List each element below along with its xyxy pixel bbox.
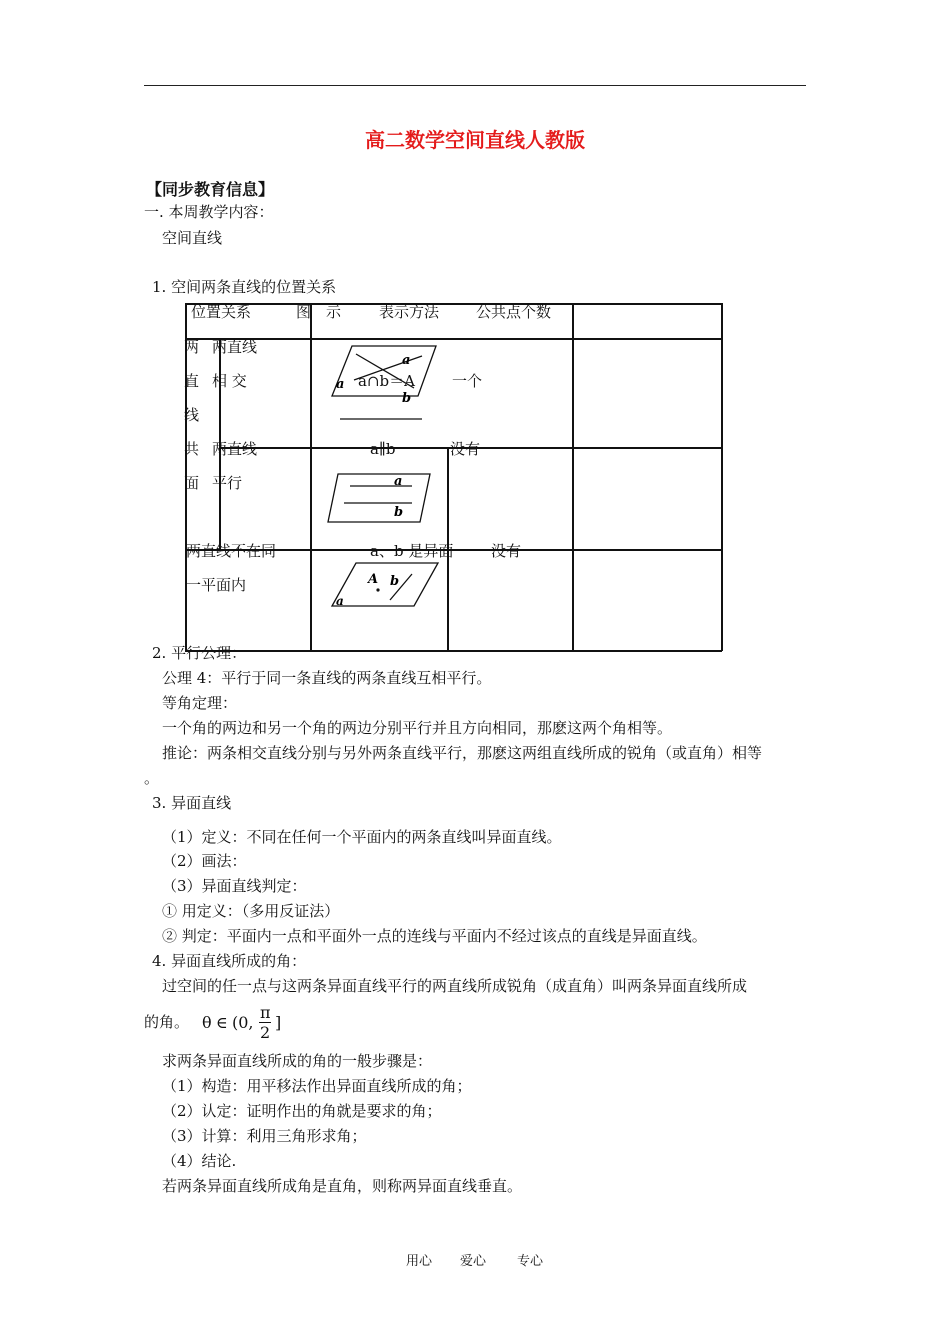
fig3-label-A: A [368, 572, 379, 587]
p4-steps-intro: 求两条异面直线所成的角的一般步骤是： [162, 1052, 433, 1070]
p3-criteria: （3）异面直线判定： [162, 877, 307, 895]
p3-definition: （1）定义：不同在任何一个平面内的两条直线叫异面直线。 [162, 828, 562, 846]
fig1-label-b: b [402, 391, 412, 406]
formula-open: (0, [232, 1013, 254, 1032]
header-relation: 位置关系 [191, 303, 252, 321]
row3-notation: a、b 是异面 [370, 542, 454, 560]
row3-relation-line2: 一平面内 [186, 576, 247, 594]
p4-step-2: （2）认定：证明作出的角就是要求的角； [162, 1102, 442, 1120]
p4-step-4: （4）结论. [162, 1152, 237, 1170]
p4-step-1: （1）构造：用平移法作出异面直线所成的角； [162, 1077, 472, 1095]
s1-heading: 一. 本周教学内容： [144, 203, 274, 221]
page-title: 高二数学空间直线人教版 [365, 128, 585, 152]
p1-heading: 1. 空间两条直线的位置关系 [152, 278, 337, 296]
p2-corollary: 推论：两条相交直线分别与另外两条直线平行，那麽这两组直线所成的锐角（或直角）相等 [162, 744, 763, 762]
coplanar-char-2: 直 [184, 372, 200, 390]
fig1-label-a-line: a [402, 353, 411, 368]
parallel-lines-figure [322, 470, 442, 528]
formula-close: ] [275, 1013, 282, 1032]
formula-two: 2 [260, 1023, 271, 1042]
header-rule [144, 85, 806, 86]
fig2-label-a: a [394, 474, 403, 489]
section-header: 【同步教育信息】 [146, 180, 275, 199]
formula-in: ∈ [216, 1013, 228, 1032]
row2-points: 没有 [450, 440, 481, 458]
coplanar-char-5: 面 [184, 474, 200, 492]
row1-relation-line1: 两直线 [212, 338, 258, 356]
p2-axiom: 公理 4：平行于同一条直线的两条直线互相平行。 [162, 669, 492, 687]
footer-word-2: 爱心 [460, 1254, 487, 1269]
formula-theta: θ [202, 1013, 212, 1032]
row3-points: 没有 [491, 542, 522, 560]
row2-notation: a∥b [370, 440, 396, 458]
skew-lines-figure [326, 556, 446, 616]
formula-pi: π [260, 1003, 271, 1022]
header-figure: 图 示 [296, 303, 342, 321]
p2-equal-angle-title: 等角定理： [162, 694, 238, 712]
fig3-label-b: b [390, 574, 400, 589]
intersecting-lines-figure [318, 340, 448, 430]
p4-heading: 4. 异面直线所成的角： [152, 952, 307, 970]
coplanar-char-4: 共 [184, 440, 200, 458]
fig2-label-b: b [394, 505, 404, 520]
footer-word-3: 专心 [517, 1254, 544, 1269]
row2-relation-line2: 平行 [212, 474, 243, 492]
p4-step-3: （3）计算：利用三角形求角； [162, 1127, 367, 1145]
footer-word-1: 用心 [406, 1254, 433, 1269]
p3-criteria-1: ① 用定义：（多用反证法） [162, 902, 340, 920]
s1-body: 空间直线 [162, 229, 223, 247]
row1-notation: a∩b＝A [358, 372, 415, 390]
p4-line1: 过空间的任一点与这两条异面直线平行的两直线所成锐角（成直角）叫两条异面直线所成 [162, 977, 748, 995]
row1-points: 一个 [452, 372, 483, 390]
coplanar-char-3: 线 [184, 406, 200, 424]
p4-perpendicular-note: 若两条异面直线所成角是直角，则称两异面直线垂直。 [162, 1177, 523, 1195]
p2-corollary-end: 。 [144, 769, 160, 787]
p3-drawing: （2）画法： [162, 852, 247, 870]
row2-relation-line1: 两直线 [212, 440, 258, 458]
row3-relation-line1: 两直线不在同 [186, 542, 277, 560]
header-notation: 表示方法 [379, 303, 440, 321]
fig1-label-a-plane: a [336, 377, 345, 392]
coplanar-char-1: 两 [184, 338, 200, 356]
p3-criteria-2: ② 判定：平面内一点和平面外一点的连线与平面内不经过该点的直线是异面直线。 [162, 927, 707, 945]
p2-equal-angle: 一个角的两边和另一个角的两边分别平行并且方向相同，那麽这两个角相等。 [162, 719, 673, 737]
p3-heading: 3. 异面直线 [152, 794, 232, 812]
row1-relation-line2: 相 交 [212, 372, 247, 390]
fig3-label-a: a [336, 594, 344, 608]
header-points: 公共点个数 [476, 303, 552, 321]
p4-line2: 的角。 [144, 1013, 190, 1031]
p2-heading: 2. 平行公理： [152, 644, 247, 662]
